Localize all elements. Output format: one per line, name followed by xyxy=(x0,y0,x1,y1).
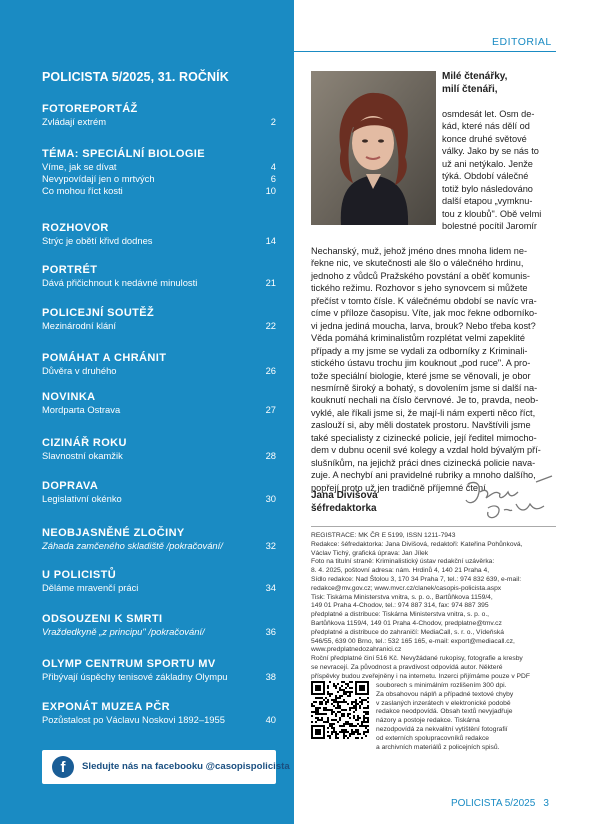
toc-item-page: 4 xyxy=(270,161,276,172)
toc-section-heading: PORTRÉT xyxy=(42,264,98,276)
toc-item[interactable] xyxy=(42,714,276,726)
page-number: 3 xyxy=(543,798,549,809)
editorial-line: Věda pomáhá kriminalistům rozplétat velmi zapeklité xyxy=(311,333,525,344)
toc-section-heading: CIZINÁŘ ROKU xyxy=(42,437,127,449)
toc-item[interactable] xyxy=(42,235,276,247)
signature-block xyxy=(311,490,378,515)
toc-item-title: Děláme mravenčí práci xyxy=(42,582,139,593)
toc-item-title: Pozůstalost po Václavu Noskovi 1892–1955 xyxy=(42,714,225,725)
toc-item[interactable] xyxy=(42,582,276,594)
toc-item[interactable] xyxy=(42,626,276,638)
toc-item[interactable] xyxy=(42,671,276,683)
toc-section xyxy=(42,222,276,247)
toc-section xyxy=(42,437,276,462)
toc-item-page: 28 xyxy=(265,450,276,461)
toc-item-title: Vraždedkyně „z principu" /pokračování/ xyxy=(42,626,205,637)
toc-section-heading: FOTOREPORTÁŽ xyxy=(42,103,138,115)
toc-item-title: Víme, jak se dívat xyxy=(42,161,117,172)
colophon-disclaimer xyxy=(376,682,556,752)
toc-section-heading: ODSOUZENI K SMRTI xyxy=(42,613,163,625)
colophon-line: od externích spolupracovníků redakce xyxy=(376,734,490,742)
toc-section-heading: TÉMA: SPECIÁLNÍ BIOLOGIE xyxy=(42,148,205,160)
toc-item-page: 2 xyxy=(270,116,276,127)
toc-item-page: 14 xyxy=(265,235,276,246)
editorial-line: také specialisty z cizinecké policie, její ředitel mimocho- xyxy=(311,432,537,443)
toc-item-title: Nevypovídají jen o mrtvých xyxy=(42,173,155,184)
colophon-line: 149 01 Praha 4-Chodov, tel.: 974 887 314, fax: 974 887 395 xyxy=(311,602,489,610)
colophon-line: se nevracejí. Za původnost a pravdivost odpovídá autor. Některé xyxy=(311,663,503,671)
toc-section xyxy=(42,527,276,552)
toc-section xyxy=(42,148,276,197)
colophon-line: redakce neodpovídá. Obsah textů nevyjadřuje xyxy=(376,708,513,716)
toc-section-heading: ROZHOVOR xyxy=(42,222,109,234)
toc-item[interactable] xyxy=(42,450,276,462)
toc-item-title: Zvládají extrém xyxy=(42,116,107,127)
toc-section-heading: U POLICISTŮ xyxy=(42,569,117,581)
editorial-text-narrow xyxy=(442,108,556,233)
toc-section-heading: EXPONÁT MUZEA PČR xyxy=(42,701,171,713)
toc-section xyxy=(42,569,276,594)
toc-section xyxy=(42,480,276,505)
author-name: Jana Divišová xyxy=(311,490,378,501)
colophon-line: www.predplatnedozahranici.cz xyxy=(311,646,402,654)
editorial-line: dem v dubnu ocenil své kolegy a vzdal hold bývalým pří- xyxy=(311,445,541,456)
colophon-line: v zaslaných inzerátech v elektronické podobě xyxy=(376,699,511,707)
editorial-line: týká. Období válečné xyxy=(442,171,529,182)
editorial-line: tou z kloubů". Obě velmi xyxy=(442,208,542,219)
facebook-link[interactable] xyxy=(42,750,290,784)
toc-section-heading: NEOBJASNĚNÉ ZLOČINY xyxy=(42,527,185,539)
editor-photo xyxy=(311,71,436,225)
editorial-line: stického ústavu trochu jim kouknout „pod ruce". A pro- xyxy=(311,358,531,369)
colophon xyxy=(311,532,556,682)
author-role: šéfredaktorka xyxy=(311,502,377,514)
editorial-line: zaslouží si, aby měli dostatek prostoru. Navštívili jsme xyxy=(311,420,531,431)
toc-item-page: 27 xyxy=(265,404,276,415)
toc-item-page: 10 xyxy=(265,185,276,196)
colophon-line: předplatné a distribuce: Tiskárna Ministerstva vnitra, s. p. o., xyxy=(311,611,490,619)
colophon-line: 546/55, 639 00 Brno, tel.: 532 165 165, e-mail: export@mediacall.cz, xyxy=(311,637,515,645)
toc-item[interactable] xyxy=(42,161,276,173)
greeting-line: milí čtenáři, xyxy=(442,83,498,95)
colophon-line: a archivních materiálů z policejních spisů. xyxy=(376,743,500,751)
editorial-line: vyklé, ale říkali jsme si, že mají-li nám experti něco říct, xyxy=(311,407,536,418)
editorial-line: nesmírně široký a bohatý, s dovolením jsme si další na- xyxy=(311,382,538,393)
toc-item-title: Mezinárodní klání xyxy=(42,320,116,331)
colophon-line: REGISTRACE: MK ČR E 5199, ISSN 1211-7943 xyxy=(311,532,456,539)
toc-item-page: 30 xyxy=(265,493,276,504)
colophon-line: redakce@mv.gov.cz; www.mvcr.cz/clanek/casopis-policista.aspx xyxy=(311,584,502,592)
toc-item-page: 38 xyxy=(265,671,276,682)
facebook-label: Sledujte nás na facebooku @casopispolicista xyxy=(82,761,290,772)
colophon-line: předplatné a distribuce do zahraničí: MediaCall, s. r. o., Vídeňská xyxy=(311,628,504,636)
toc-item-page: 21 xyxy=(265,277,276,288)
colophon-line: Václav Tichý, grafická úprava: Jan Jílek xyxy=(311,549,429,557)
colophon-line: názory a postoje redakce. Tiskárna xyxy=(376,717,480,725)
toc-section xyxy=(42,103,276,128)
toc-section-heading: OLYMP CENTRUM SPORTU MV xyxy=(42,658,216,670)
toc-item[interactable] xyxy=(42,185,276,197)
colophon-line: souborech s minimálním rozlišením 300 dpi. xyxy=(376,682,507,689)
page-footer xyxy=(451,798,549,809)
issue-title: POLICISTA 5/2025, 31. ROČNÍK xyxy=(42,70,229,84)
handwritten-signature xyxy=(458,474,558,527)
toc-section xyxy=(42,307,276,332)
toc-item-page: 34 xyxy=(265,582,276,593)
colophon-line: Bartůňkova 1159/4, 149 01 Praha 4-Chodov, predplatne@tmv.cz xyxy=(311,619,502,627)
divider xyxy=(294,51,556,52)
editorial-line: konce druhé světové xyxy=(442,133,527,144)
colophon-line: nezodpovídá za nekvalitní vytištění fotografií xyxy=(376,725,508,733)
greeting-line: Milé čtenářky, xyxy=(442,71,508,82)
editorial-line: války. Jako by se nás to xyxy=(442,146,539,157)
editorial-line: osmdesát let. Osm de- xyxy=(442,109,535,119)
toc-item-page: 36 xyxy=(265,626,276,637)
editorial-line: kouknutí nechali na číslo červnové. Je to, pravda, neob- xyxy=(311,395,539,406)
editorial-line: už ani netýkalo. Jenže xyxy=(442,158,533,169)
toc-section xyxy=(42,391,276,416)
toc-section xyxy=(42,701,276,726)
toc-section-heading: POLICEJNÍ SOUTĚŽ xyxy=(42,307,155,319)
colophon-line: Tisk: Tiskárna Ministerstva vnitra, s. p. o., Bartůňkova 1159/4, xyxy=(311,593,493,601)
editorial-line: další etapou „vymknu- xyxy=(442,196,533,207)
toc-item[interactable] xyxy=(42,365,276,377)
toc-section-heading: DOPRAVA xyxy=(42,480,99,492)
section-label: EDITORIAL xyxy=(492,36,552,48)
editorial-line: slušníkům, na jejichž práci dnes cizinecká policie nava- xyxy=(311,457,536,468)
editorial-line: popřejí proto už jen tradičně příjemné čtení xyxy=(311,482,486,493)
editorial-line: zuje. A nechybí ani pravidelné rubriky a mnoho dalšího, xyxy=(311,470,536,481)
toc-section xyxy=(42,613,276,638)
toc-item-page: 32 xyxy=(265,540,276,551)
toc-section-heading: NOVINKA xyxy=(42,391,96,403)
colophon-line: Redakce: šéfredaktorka: Jana Divišová, redaktoři: Kateřina Pohůnková, xyxy=(311,540,523,548)
toc-item[interactable] xyxy=(42,173,276,185)
toc-section xyxy=(42,264,276,289)
toc-item-page: 22 xyxy=(265,320,276,331)
editorial-line: vi jedna jediná moucha, larva, brouk? Nebo třeba kost? xyxy=(311,320,536,331)
greeting xyxy=(442,71,507,96)
toc-item-title: Dává přičichnout k nedávné minulosti xyxy=(42,277,198,288)
editorial-text-wide xyxy=(311,245,556,494)
toc-item-title: Důvěra v druhého xyxy=(42,365,117,376)
toc-item[interactable] xyxy=(42,493,276,505)
toc-section-heading: POMÁHAT A CHRÁNIT xyxy=(42,352,167,364)
colophon-line: příspěvky budou zveřejněny i na internetu. Inzerci přijímáme pouze v PDF xyxy=(311,672,530,680)
footer-issue: POLICISTA 5/2025 xyxy=(451,798,536,809)
editorial-line: tického režimu. Rozhovor s jeho synovcem si můžete xyxy=(311,283,528,294)
editorial-line: kád, které nás dělí od xyxy=(442,121,530,132)
editorial-line: přečíst v tomto čísle. K válečnému období se navíc vra- xyxy=(311,295,537,306)
colophon-line: Roční předplatné činí 516 Kč. Nevyžádané rukopisy, fotografie a kresby xyxy=(311,655,523,663)
colophon-line: Foto na titulní straně: Kriminalistický ústav redakční uzávěrka: xyxy=(311,558,495,566)
toc-section xyxy=(42,352,276,377)
editorial-line: totiž bylo následováno xyxy=(442,183,533,194)
colophon-line: 8. 4. 2025, poštovní adresa: nám. Hrdinů 4, 140 21 Praha 4, xyxy=(311,567,490,575)
toc-item-title: Co mohou říct kosti xyxy=(42,185,123,196)
editorial-line: řekne nic, ve skutečnosti ale šlo o válečného hrdinu, xyxy=(311,258,524,269)
table-of-contents-panel xyxy=(0,0,294,824)
editorial-line: Nechanský, muž, jehož jméno dnes mnoha lidem ne- xyxy=(311,246,528,256)
editorial-line: případy a my jsme se vydali za odborníky z Kriminali- xyxy=(311,345,528,356)
qr-code[interactable] xyxy=(311,681,369,739)
toc-item-page: 40 xyxy=(265,714,276,725)
toc-item-title: Přibývají úspěchy tenisové základny Olympu xyxy=(42,671,228,682)
toc-item-title: Slavnostní okamžik xyxy=(42,450,123,461)
divider xyxy=(311,526,556,527)
facebook-icon: f xyxy=(52,756,74,778)
toc-item[interactable] xyxy=(42,277,276,289)
toc-item-title: Legislativní okénko xyxy=(42,493,122,504)
toc-item-page: 6 xyxy=(270,173,276,184)
toc-item[interactable] xyxy=(42,116,276,128)
toc-section xyxy=(42,658,276,683)
editorial-line: címe v příloze časopisu. Víte, jak moc řekne odborníko- xyxy=(311,308,538,319)
toc-item-title: Mordparta Ostrava xyxy=(42,404,121,415)
toc-item[interactable] xyxy=(42,404,276,416)
editorial-line: jednoho z vůdců Pražského povstání a oběť komunis- xyxy=(311,270,530,281)
editorial-line: bolestné pocítil Jaromír xyxy=(442,221,537,232)
colophon-line: Sídlo redakce: Nad Štolou 3, 170 34 Praha 7, tel.: 974 832 639, e-mail: xyxy=(311,575,522,583)
toc-item-title: Záhada zamčeného skladiště /pokračování/ xyxy=(42,540,223,551)
toc-item-title: Strýc je obětí křivd dodnes xyxy=(42,235,153,246)
editorial-line: tože speciální biologie, které jsme se věnovali, je obor xyxy=(311,370,531,381)
toc-item[interactable] xyxy=(42,320,276,332)
colophon-line: Za obsahovou náplň a případné textové chyby xyxy=(376,690,514,698)
toc-item-page: 26 xyxy=(265,365,276,376)
toc-item[interactable] xyxy=(42,540,276,552)
